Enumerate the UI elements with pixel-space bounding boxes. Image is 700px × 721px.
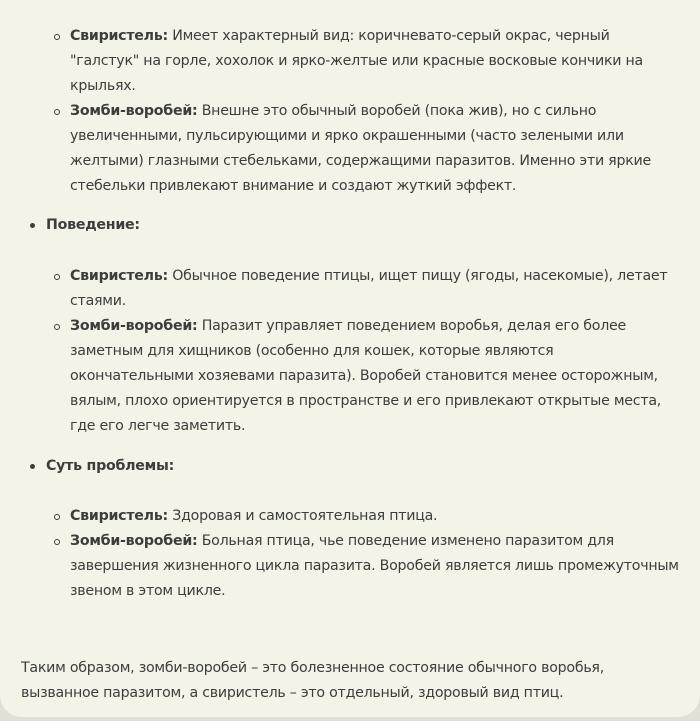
item-term: Свиристель: — [70, 268, 168, 284]
item-term: Свиристель: — [70, 508, 168, 524]
summary-paragraph: Таким образом, зомби-воробей – это болезненное состояние обычного воробья, вызванное паразитом, а свиристель – это отдельный, здоровый вид птиц. — [21, 660, 604, 701]
item-term: Зомби-воробей: — [70, 533, 198, 549]
item-text: Внешне это обычный воробей (пока жив), но с сильно увеличенными, пульсирующими и ярко окрашенными (часто зелеными или желтыми) глазными стебельками, содержащими паразитов. Именно эти яркие стебельки привлекают внимание и создают жуткий эффект. — [70, 103, 651, 194]
list-item — [70, 24, 680, 99]
item-text: Паразит управляет поведением воробья, делая его более заметным для хищников (особенно для кошек, которые являются окончательными хозяевами паразита). Воробей становится менее осторожным, вялым, плохо ориентируется в пространстве и его привлекают открытые места, где его легче заметить. — [70, 318, 662, 434]
list-item — [70, 314, 680, 439]
item-term: Свиристель: — [70, 28, 168, 44]
item-text: Больная птица, чье поведение изменено паразитом для завершения жизненного цикла паразита. Воробей является лишь промежуточным звеном в этом цикле. — [70, 533, 679, 599]
problem-sublist — [70, 504, 680, 604]
list-item — [70, 504, 680, 529]
list-item — [70, 529, 680, 604]
section-heading-behavior: Поведение: — [46, 213, 140, 238]
section-heading-problem: Суть проблемы: — [46, 454, 174, 479]
item-text: Обычное поведение птицы, ищет пищу (ягоды, насекомые), летает стаями. — [70, 268, 668, 309]
item-text: Здоровая и самостоятельная птица. — [167, 508, 438, 524]
item-term: Зомби-воробей: — [70, 318, 198, 334]
item-text: Имеет характерный вид: коричневато-серый окрас, черный "галстук" на горле, хохолок и ярко-желтые или красные восковые кончики на крыльях. — [70, 28, 643, 94]
list-item — [70, 264, 680, 314]
list-item — [70, 99, 680, 199]
behavior-sublist — [70, 264, 680, 439]
item-term: Зомби-воробей: — [70, 103, 198, 119]
appearance-sublist — [70, 24, 680, 199]
